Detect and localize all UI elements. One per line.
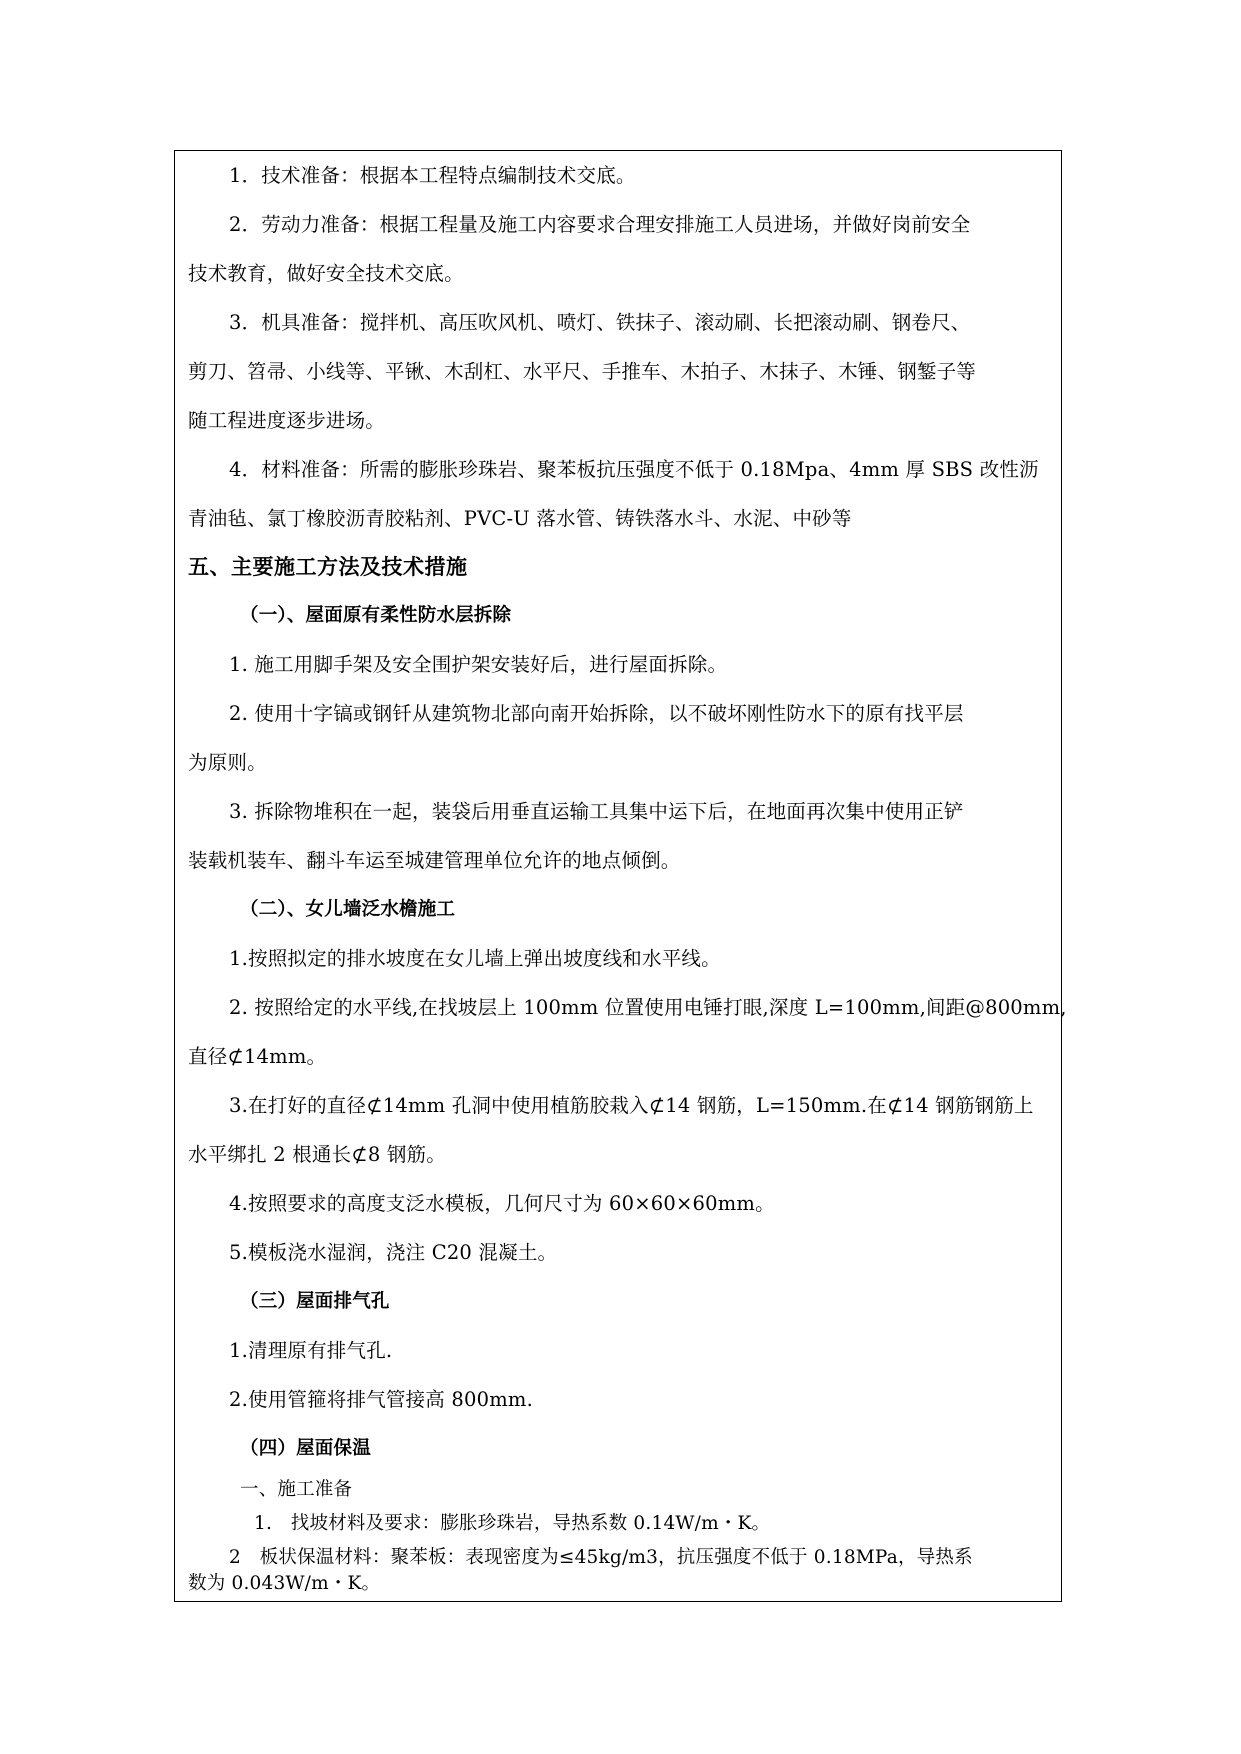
sub2-line-1: 1.按照拟定的排水坡度在女儿墙上弹出坡度线和水平线。	[229, 947, 721, 970]
sub4-line-3: 2 板状保温材料：聚苯板：表现密度为≤45kg/m3，抗压强度不低于 0.18MPa，导热系	[229, 1547, 973, 1568]
sub3-line-1: 1.清理原有排气孔.	[229, 1339, 393, 1362]
subsection-title-2: （二）、女儿墙泛水檐施工	[240, 899, 456, 920]
sub2-line-2: 2. 按照给定的水平线,在找坡层上 100mm 位置使用电锤打眼,深度 L=100mm,间距@800mm,	[229, 996, 1067, 1019]
paragraph-labor-prep-cont: 技术教育，做好安全技术交底。	[188, 262, 464, 285]
sub4-line-2: 1. 找坡材料及要求：膨胀珍珠岩，导热系数 0.14W/m・K。	[254, 1513, 771, 1534]
subsection-title-4: （四）屋面保温	[240, 1438, 371, 1459]
sub1-line-3: 3. 拆除物堆积在一起，装袋后用垂直运输工具集中运下后，在地面再次集中使用正铲	[229, 800, 964, 823]
sub1-line-2-cont: 为原则。	[188, 751, 267, 774]
sub2-line-2-cont: 直径⊄14mm。	[188, 1045, 327, 1068]
sub4-line-1: 一、施工准备	[240, 1479, 353, 1500]
subsection-title-3: （三）屋面排气孔	[240, 1291, 390, 1312]
sub2-line-3: 3.在打好的直径⊄14mm 孔洞中使用植筋胶栽入⊄14 钢筋，L=150mm.在⊄14 钢筋钢筋上	[229, 1094, 1034, 1117]
sub2-line-4: 4.按照要求的高度支泛水模板，几何尺寸为 60×60×60mm。	[229, 1192, 775, 1215]
paragraph-equipment-prep-cont2: 随工程进度逐步进场。	[188, 409, 386, 432]
paragraph-equipment-prep-cont: 剪刀、笤帚、小线等、平锹、木刮杠、水平尺、手推车、木拍子、木抹子、木锤、钢錾子等	[188, 360, 977, 383]
paragraph-technical-prep: 1．技术准备：根据本工程特点编制技术交底。	[229, 164, 636, 187]
paragraph-labor-prep: 2．劳动力准备：根据工程量及施工内容要求合理安排施工人员进场，并做好岗前安全	[229, 213, 971, 236]
paragraph-equipment-prep: 3．机具准备：搅拌机、高压吹风机、喷灯、铁抹子、滚动刷、长把滚动刷、钢卷尺、	[229, 311, 971, 334]
sub1-line-2: 2. 使用十字镐或钢钎从建筑物北部向南开始拆除，以不破坏刚性防水下的原有找平层	[229, 702, 964, 725]
sub2-line-5: 5.模板浇水湿润，浇注 C20 混凝土。	[229, 1241, 558, 1264]
subsection-title-1: （一）、屋面原有柔性防水层拆除	[240, 605, 512, 626]
sub4-line-3-cont: 数为 0.043W/m・K。	[188, 1573, 381, 1594]
paragraph-material-prep-cont: 青油毡、氯丁橡胶沥青胶粘剂、PVC-U 落水管、铸铁落水斗、水泥、中砂等	[188, 507, 852, 530]
section-title: 五、主要施工方法及技术措施	[188, 555, 468, 579]
sub3-line-2: 2.使用管箍将排气管接高 800mm.	[229, 1388, 534, 1411]
paragraph-material-prep: 4．材料准备：所需的膨胀珍珠岩、聚苯板抗压强度不低于 0.18Mpa、4mm 厚 SBS 改性沥	[229, 458, 1039, 481]
sub2-line-3-cont: 水平绑扎 2 根通长⊄8 钢筋。	[188, 1143, 446, 1166]
sub1-line-3-cont: 装载机装车、翻斗车运至城建管理单位允许的地点倾倒。	[188, 849, 681, 872]
sub1-line-1: 1. 施工用脚手架及安全围护架安装好后，进行屋面拆除。	[229, 653, 728, 676]
